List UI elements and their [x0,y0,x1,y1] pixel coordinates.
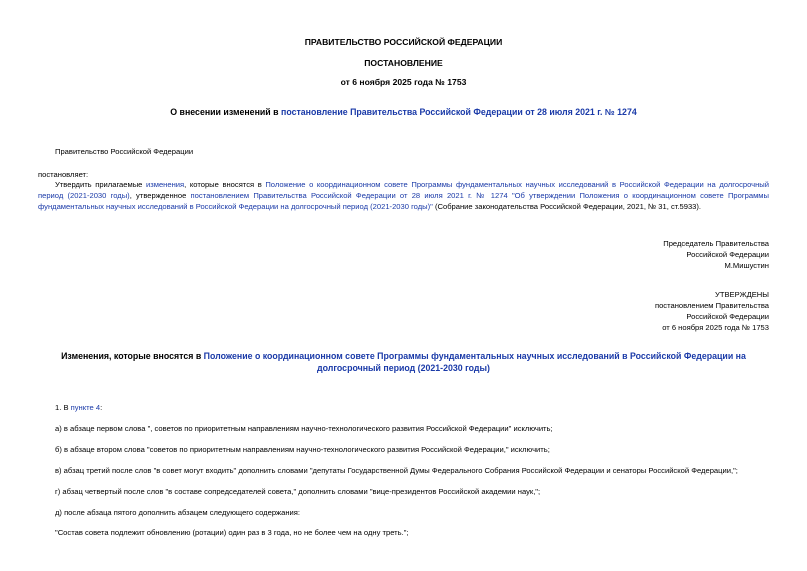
main-paragraph [38,179,769,212]
document-title-prefix: О внесении изменений в [170,107,281,117]
subitem-d: д) после абзаца пятого дополнить абзацем следующего содержания: [55,508,301,517]
subitem-b: б) в абзаце втором слова "советов по приоритетным направлениям научно-технологического развития Российской Федерации," исключить; [55,445,550,454]
changes-title [38,350,769,375]
item-1-prefix: 1. В [55,403,71,412]
main-paragraph-part-a: Утвердить прилагаемые [55,180,147,189]
decree-link[interactable]: постановлением Правительства Российской Федерации от 28 июля 2021 г. № 1274 "Об утверждении Положения о координационном совете Программы фундаментальных научных исследований в Российской Федерации на долгосрочный период (2021-2030 годы)" [38,191,769,211]
main-paragraph-part-b: , которые вносятся в [184,180,266,189]
item-1-suffix: : [100,403,103,412]
changes-link[interactable]: изменения [146,180,185,189]
quote-paragraph: "Состав совета подлежит обновлению (ротации) один раз в 3 года, но не более чем на одну треть."; [55,528,409,537]
subitem-g: г) абзац четвертый после слов "в составе сопредседателей совета," дополнить словами "вице-президентов Российской академии наук,"; [55,487,541,496]
approved-line-3: Российской Федерации [686,312,769,321]
document-title [0,106,807,119]
document-date-number: от 6 ноября 2025 года № 1753 [340,77,467,87]
point-4-link[interactable]: пункте 4 [70,403,101,412]
changes-title-prefix: Изменения, которые вносятся в [61,351,204,361]
signature-line-2: Российской Федерации [686,250,769,259]
signature-line-1: Председатель Правительства [663,239,769,248]
approved-line-4: от 6 ноября 2025 года № 1753 [662,323,769,332]
item-1 [55,402,786,413]
government-line: Правительство Российской Федерации [55,147,194,156]
subitem-v: в) абзац третий после слов "в совет могут входить" дополнить словами "депутаты Государственной Думы Федерального Собрания Российской Федерации и сенаторы Российской Федерации,"; [55,466,738,475]
approved-line-2: постановлением Правительства [654,301,769,310]
main-paragraph-part-c: , утвержденное [129,191,191,200]
document-type-heading: ПОСТАНОВЛЕНИЕ [364,58,443,68]
regulation-link[interactable]: Положение о координационном совете Программы фундаментальных научных исследований в Российской Федерации на долгосрочный период (2021-2030 годы) [38,180,769,200]
approved-line-1: УТВЕРЖДЕНЫ [715,290,769,299]
government-heading: ПРАВИТЕЛЬСТВО РОССИЙСКОЙ ФЕДЕРАЦИИ [304,37,503,47]
subitem-a: а) в абзаце первом слова ", советов по приоритетным направлениям научно-технологического развития Российской Федерации" исключить; [55,424,553,433]
decrees-line: постановляет: [38,170,89,179]
signature-block [663,238,769,271]
signature-line-3: М.Мишустин [724,261,769,270]
approved-block [655,289,769,333]
main-paragraph-part-d: (Собрание законодательства Российской Федерации, 2021, № 31, ст.5933). [432,202,702,211]
changes-title-link[interactable]: Положение о координационном совете Программы фундаментальных научных исследований в Российской Федерации на долгосрочный период (2021-2030 годы) [203,351,746,374]
title-decree-link[interactable]: постановление Правительства Российской Федерации от 28 июля 2021 г. № 1274 [281,107,637,117]
